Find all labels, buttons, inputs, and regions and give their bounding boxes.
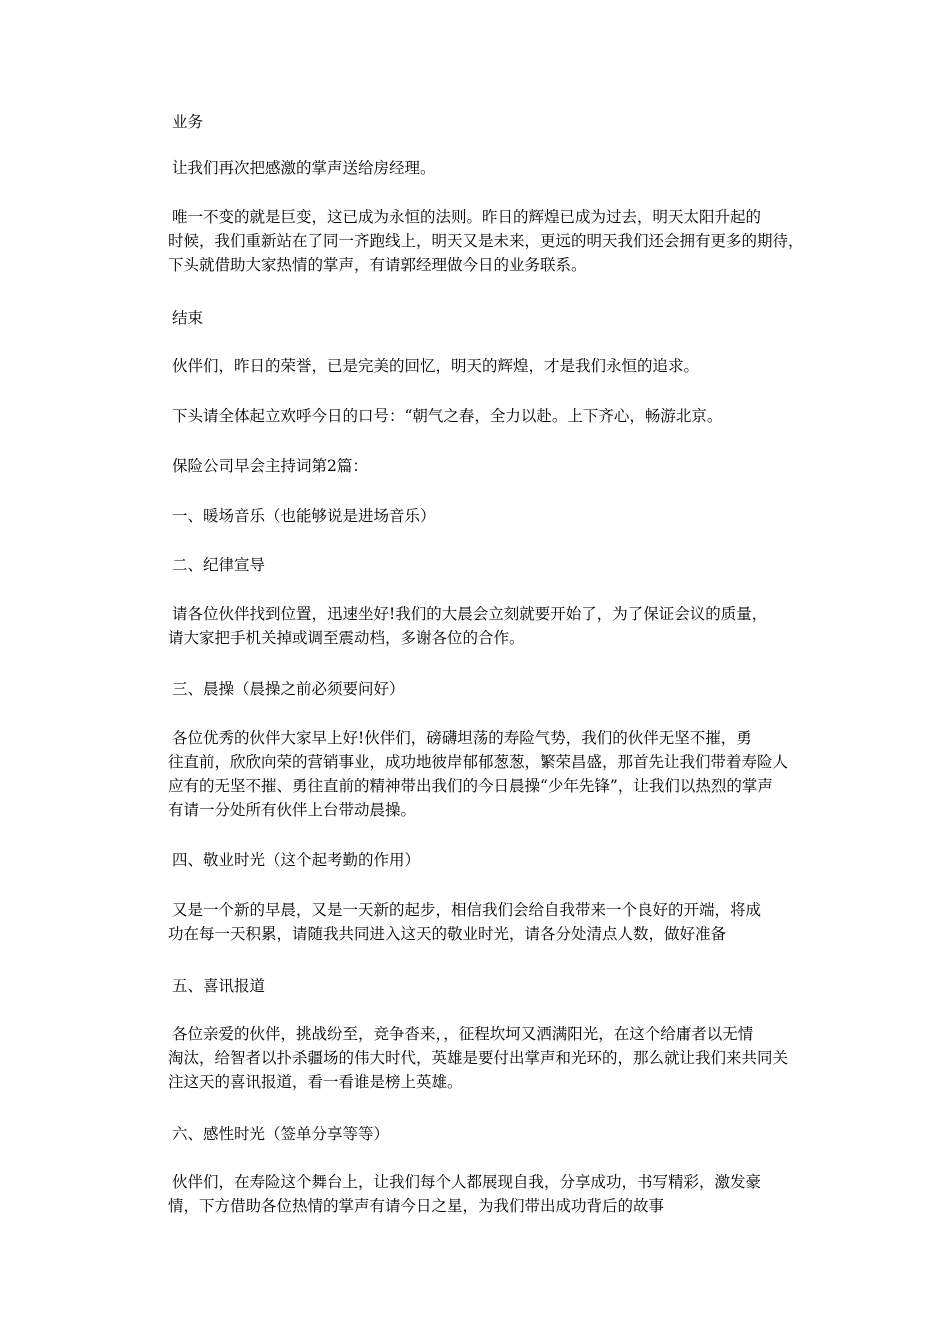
text-line: 下头请全体起立欢呼今日的口号：“朝气之春，全力以赴。上下齐心，畅游北京。 [172, 407, 723, 425]
paragraph-discipline [168, 602, 836, 650]
paragraph-morning-exercise [168, 726, 836, 822]
text-line: 三、晨操（晨操之前必须要问好） [172, 680, 405, 698]
text-line: 唯一不变的就是巨变，这已成为永恒的法则。昨日的辉煌已成为过去，明天太阳升起的 [172, 208, 762, 226]
text-line: 时候，我们重新站在了同一齐跑线上，明天又是未来，更远的明天我们还会拥有更多的期待， [168, 232, 804, 250]
paragraph-section-title [172, 454, 832, 478]
text-line: 四、敬业时光（这个起考勤的作用） [172, 851, 421, 869]
text-line: 注这天的喜讯报道，看一看谁是榜上英雄。 [168, 1073, 463, 1091]
text-line: 一、暖场音乐（也能够说是进场音乐） [172, 507, 436, 525]
text-line: 结束 [172, 309, 204, 327]
paragraph-slogan [172, 404, 832, 428]
text-line: 让我们再次把感激的掌声送给房经理。 [172, 159, 436, 177]
text-line: 又是一个新的早晨，又是一天新的起步，相信我们会给自我带来一个良好的开端，将成 [172, 901, 762, 919]
heading-emotional-time [172, 1122, 832, 1146]
paragraph-partners [172, 354, 832, 378]
text-line: 有请一分处所有伙伴上台带动晨操。 [168, 801, 417, 819]
paragraph-thanks-fang [172, 156, 832, 180]
text-line: 情，下方借助各位热情的掌声有请今日之星，为我们带出成功背后的故事 [168, 1197, 665, 1215]
text-line: 六、感性时光（签单分享等等） [172, 1125, 390, 1143]
text-line: 淘汰，给智者以扑杀疆场的伟大时代，英雄是要付出掌声和光环的，那么就让我们来共同关 [168, 1049, 789, 1067]
paragraph-change [168, 205, 836, 277]
text-line: 五、喜讯报道 [172, 977, 266, 995]
text-line: 伙伴们，昨日的荣誉，已是完美的回忆，明天的辉煌，才是我们永恒的追求。 [172, 357, 700, 375]
text-line: 二、纪律宣导 [172, 556, 266, 574]
text-line: 各位优秀的伙伴大家早上好!伙伴们，磅礴坦荡的寿险气势，我们的伙伴无坚不摧，勇 [172, 729, 752, 747]
text-line: 业务 [172, 113, 204, 131]
text-line: 各位亲爱的伙伴，挑战纷至，竞争沓来，，征程坎坷又洒满阳光，在这个给庸者以无情 [172, 1025, 754, 1043]
text-line: 伙伴们，在寿险这个舞台上，让我们每个人都展现自我，分享成功，书写精彩，激发豪 [172, 1173, 762, 1191]
text-line: 往直前，欣欣向荣的营销事业，成功地彼岸郁郁葱葱，繁荣昌盛，那首先让我们带着寿险人 [168, 753, 789, 771]
text-line: 请各位伙伴找到位置，迅速坐好!我们的大晨会立刻就要开始了，为了保证会议的质量， [172, 605, 768, 623]
paragraph-business [172, 110, 832, 134]
text-line: 下头就借助大家热情的掌声，有请郭经理做今日的业务联系。 [168, 256, 587, 274]
text-line: 功在每一天积累，请随我共同进入这天的敬业时光，请各分处清点人数，做好准备 [168, 925, 727, 943]
heading-good-news [172, 974, 832, 998]
text-line: 应有的无坚不摧、勇往直前的精神带出我们的今日晨操“少年先锋”，让我们以热烈的掌声 [168, 777, 773, 795]
heading-morning-exercise [172, 677, 832, 701]
paragraph-emotional-time [168, 1170, 836, 1218]
text-line: 请大家把手机关掉或调至震动档，多谢各位的合作。 [168, 629, 525, 647]
heading-warmup-music [172, 504, 832, 528]
paragraph-ending [172, 306, 832, 330]
heading-discipline [172, 553, 832, 577]
paragraph-dedication-time [168, 898, 836, 946]
heading-dedication-time [172, 848, 832, 872]
paragraph-good-news [168, 1022, 836, 1094]
text-line: 保险公司早会主持词第2篇： [172, 457, 368, 475]
